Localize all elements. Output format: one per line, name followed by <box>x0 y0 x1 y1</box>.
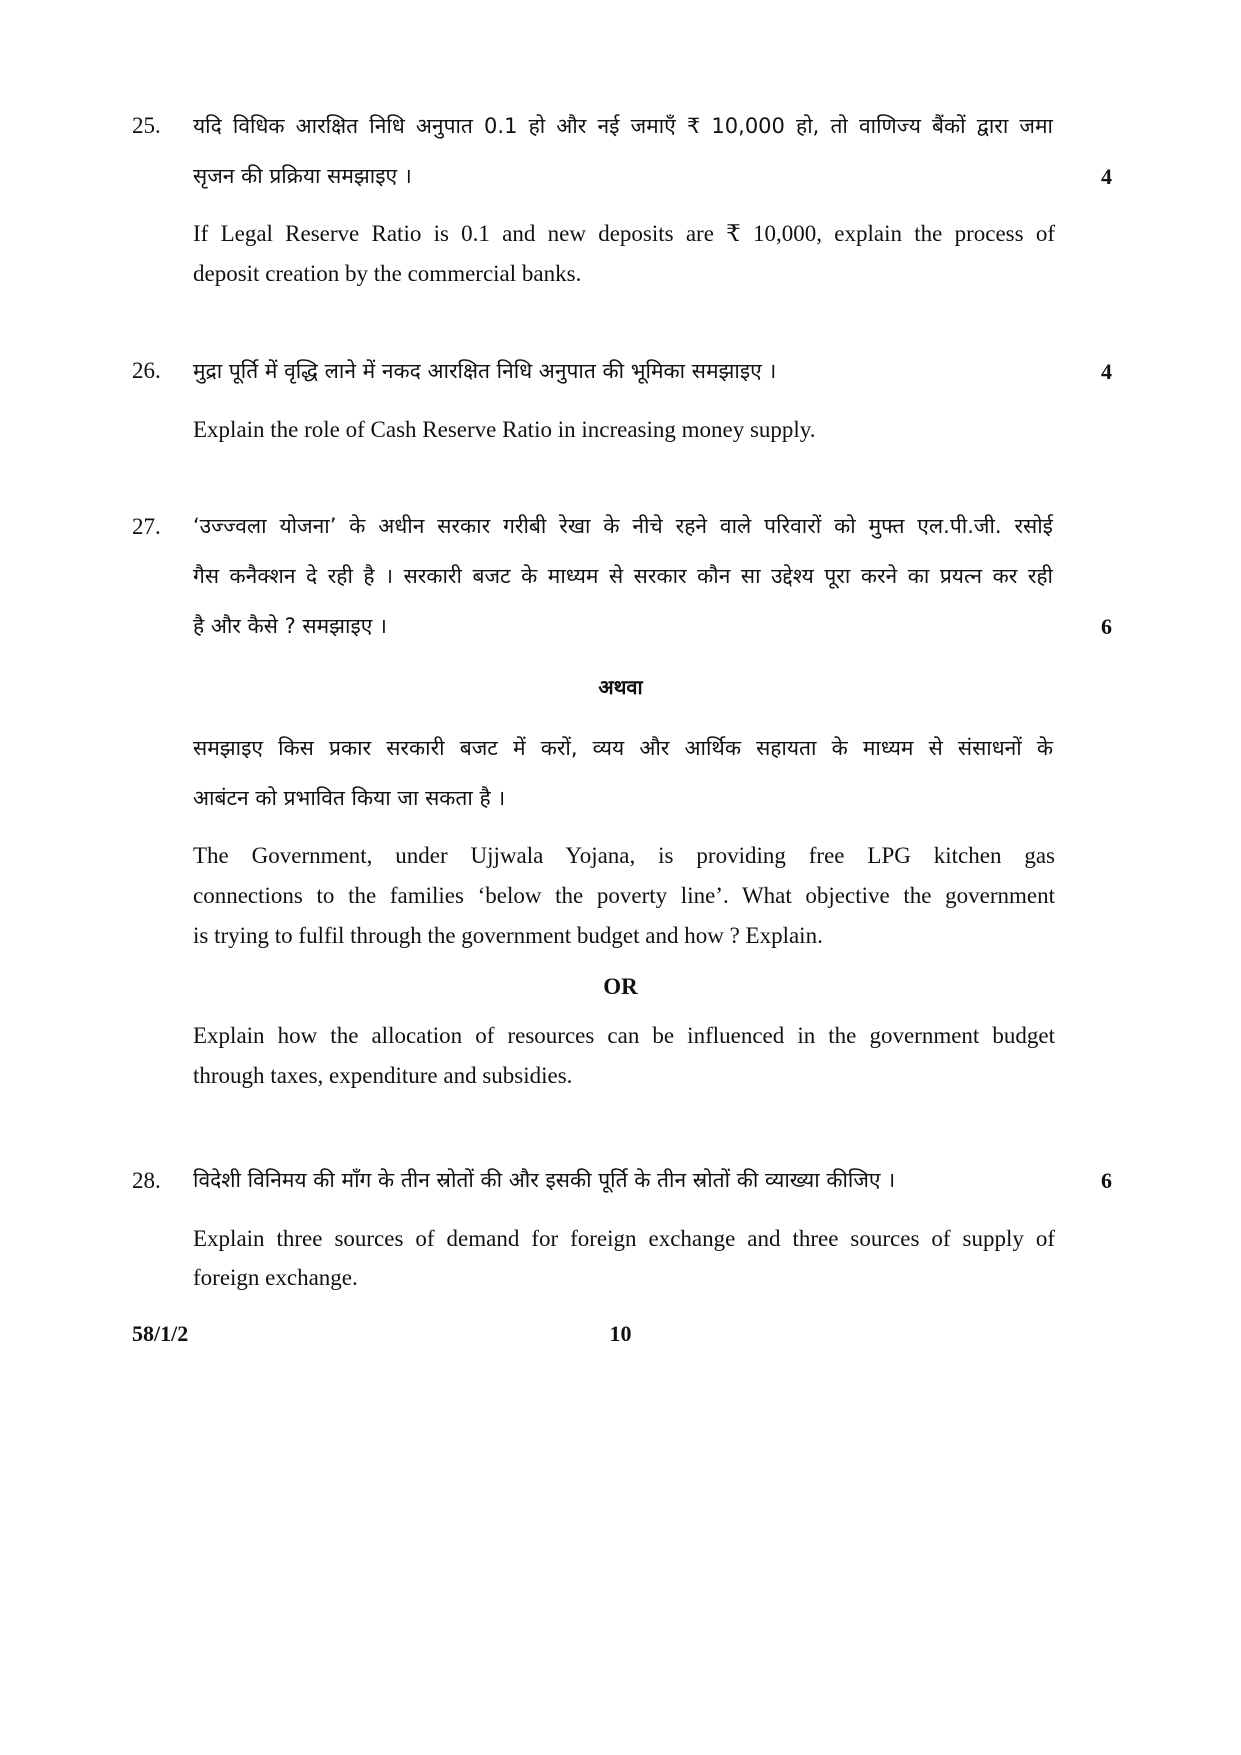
question-number: 28. <box>132 1168 161 1193</box>
question-hindi-line: सृजन की प्रक्रिया समझाइए । <box>193 164 412 188</box>
question-hindi-line: यदि विधिक आरक्षित निधि अनुपात 0.1 हो और नई जमाएँ ₹ 10,000 हो, तो वाणिज्य बैंकों द्वारा जमा <box>193 114 1053 138</box>
question-marks: 4 <box>1101 359 1112 384</box>
question-english-line: Explain three sources of demand for foreign exchange and three sources of supply of <box>193 1226 1055 1251</box>
question-hindi-line: विदेशी विनिमय की माँग के तीन स्रोतों की और इसकी पूर्ति के तीन स्रोतों की व्याख्या कीजिए । <box>193 1168 896 1192</box>
question-marks: 6 <box>1101 1168 1112 1193</box>
or-divider-english: OR <box>603 974 638 999</box>
alt-question-english-line: Explain how the allocation of resources can be influenced in the government budget <box>193 1023 1055 1048</box>
question-english-line: Explain the role of Cash Reserve Ratio in increasing money supply. <box>193 417 816 442</box>
question-english-line: is trying to fulfil through the government budget and how ? Explain. <box>193 923 823 948</box>
alt-question-hindi-line: समझाइए किस प्रकार सरकारी बजट में करों, व्यय और आर्थिक सहायता के माध्यम से संसाधनों के <box>193 736 1053 760</box>
or-divider-hindi: अथवा <box>598 675 643 699</box>
question-english-line: If Legal Reserve Ratio is 0.1 and new deposits are ₹ 10,000, explain the process of <box>193 221 1055 246</box>
page-number: 10 <box>609 1321 632 1346</box>
question-hindi-line: गैस कनैक्शन दे रही है । सरकारी बजट के माध्यम से सरकार कौन सा उद्देश्य पूरा करने का प्रयत्न कर रही <box>193 564 1053 588</box>
question-english-line: connections to the families ‘below the poverty line’. What objective the government <box>193 883 1055 908</box>
question-number: 25. <box>132 113 161 138</box>
alt-question-hindi-line: आबंटन को प्रभावित किया जा सकता है । <box>193 786 506 810</box>
question-english-line: foreign exchange. <box>193 1265 358 1290</box>
paper-code: 58/1/2 <box>132 1321 189 1346</box>
question-number: 27. <box>132 514 161 539</box>
question-hindi-line: मुद्रा पूर्ति में वृद्धि लाने में नकद आरक्षित निधि अनुपात की भूमिका समझाइए । <box>193 359 777 383</box>
question-english-line: The Government, under Ujjwala Yojana, is providing free LPG kitchen gas <box>193 843 1055 868</box>
question-marks: 4 <box>1101 164 1112 189</box>
question-marks: 6 <box>1101 614 1112 639</box>
question-number: 26. <box>132 358 161 383</box>
question-hindi-line: ‘उज्ज्वला योजना’ के अधीन सरकार गरीबी रेखा के नीचे रहने वाले परिवारों को मुफ्त एल.पी.जी. रसोई <box>193 514 1053 538</box>
question-hindi-line: है और कैसे ? समझाइए । <box>193 614 388 638</box>
alt-question-english-line: through taxes, expenditure and subsidies. <box>193 1063 573 1088</box>
question-english-line: deposit creation by the commercial banks. <box>193 261 582 286</box>
